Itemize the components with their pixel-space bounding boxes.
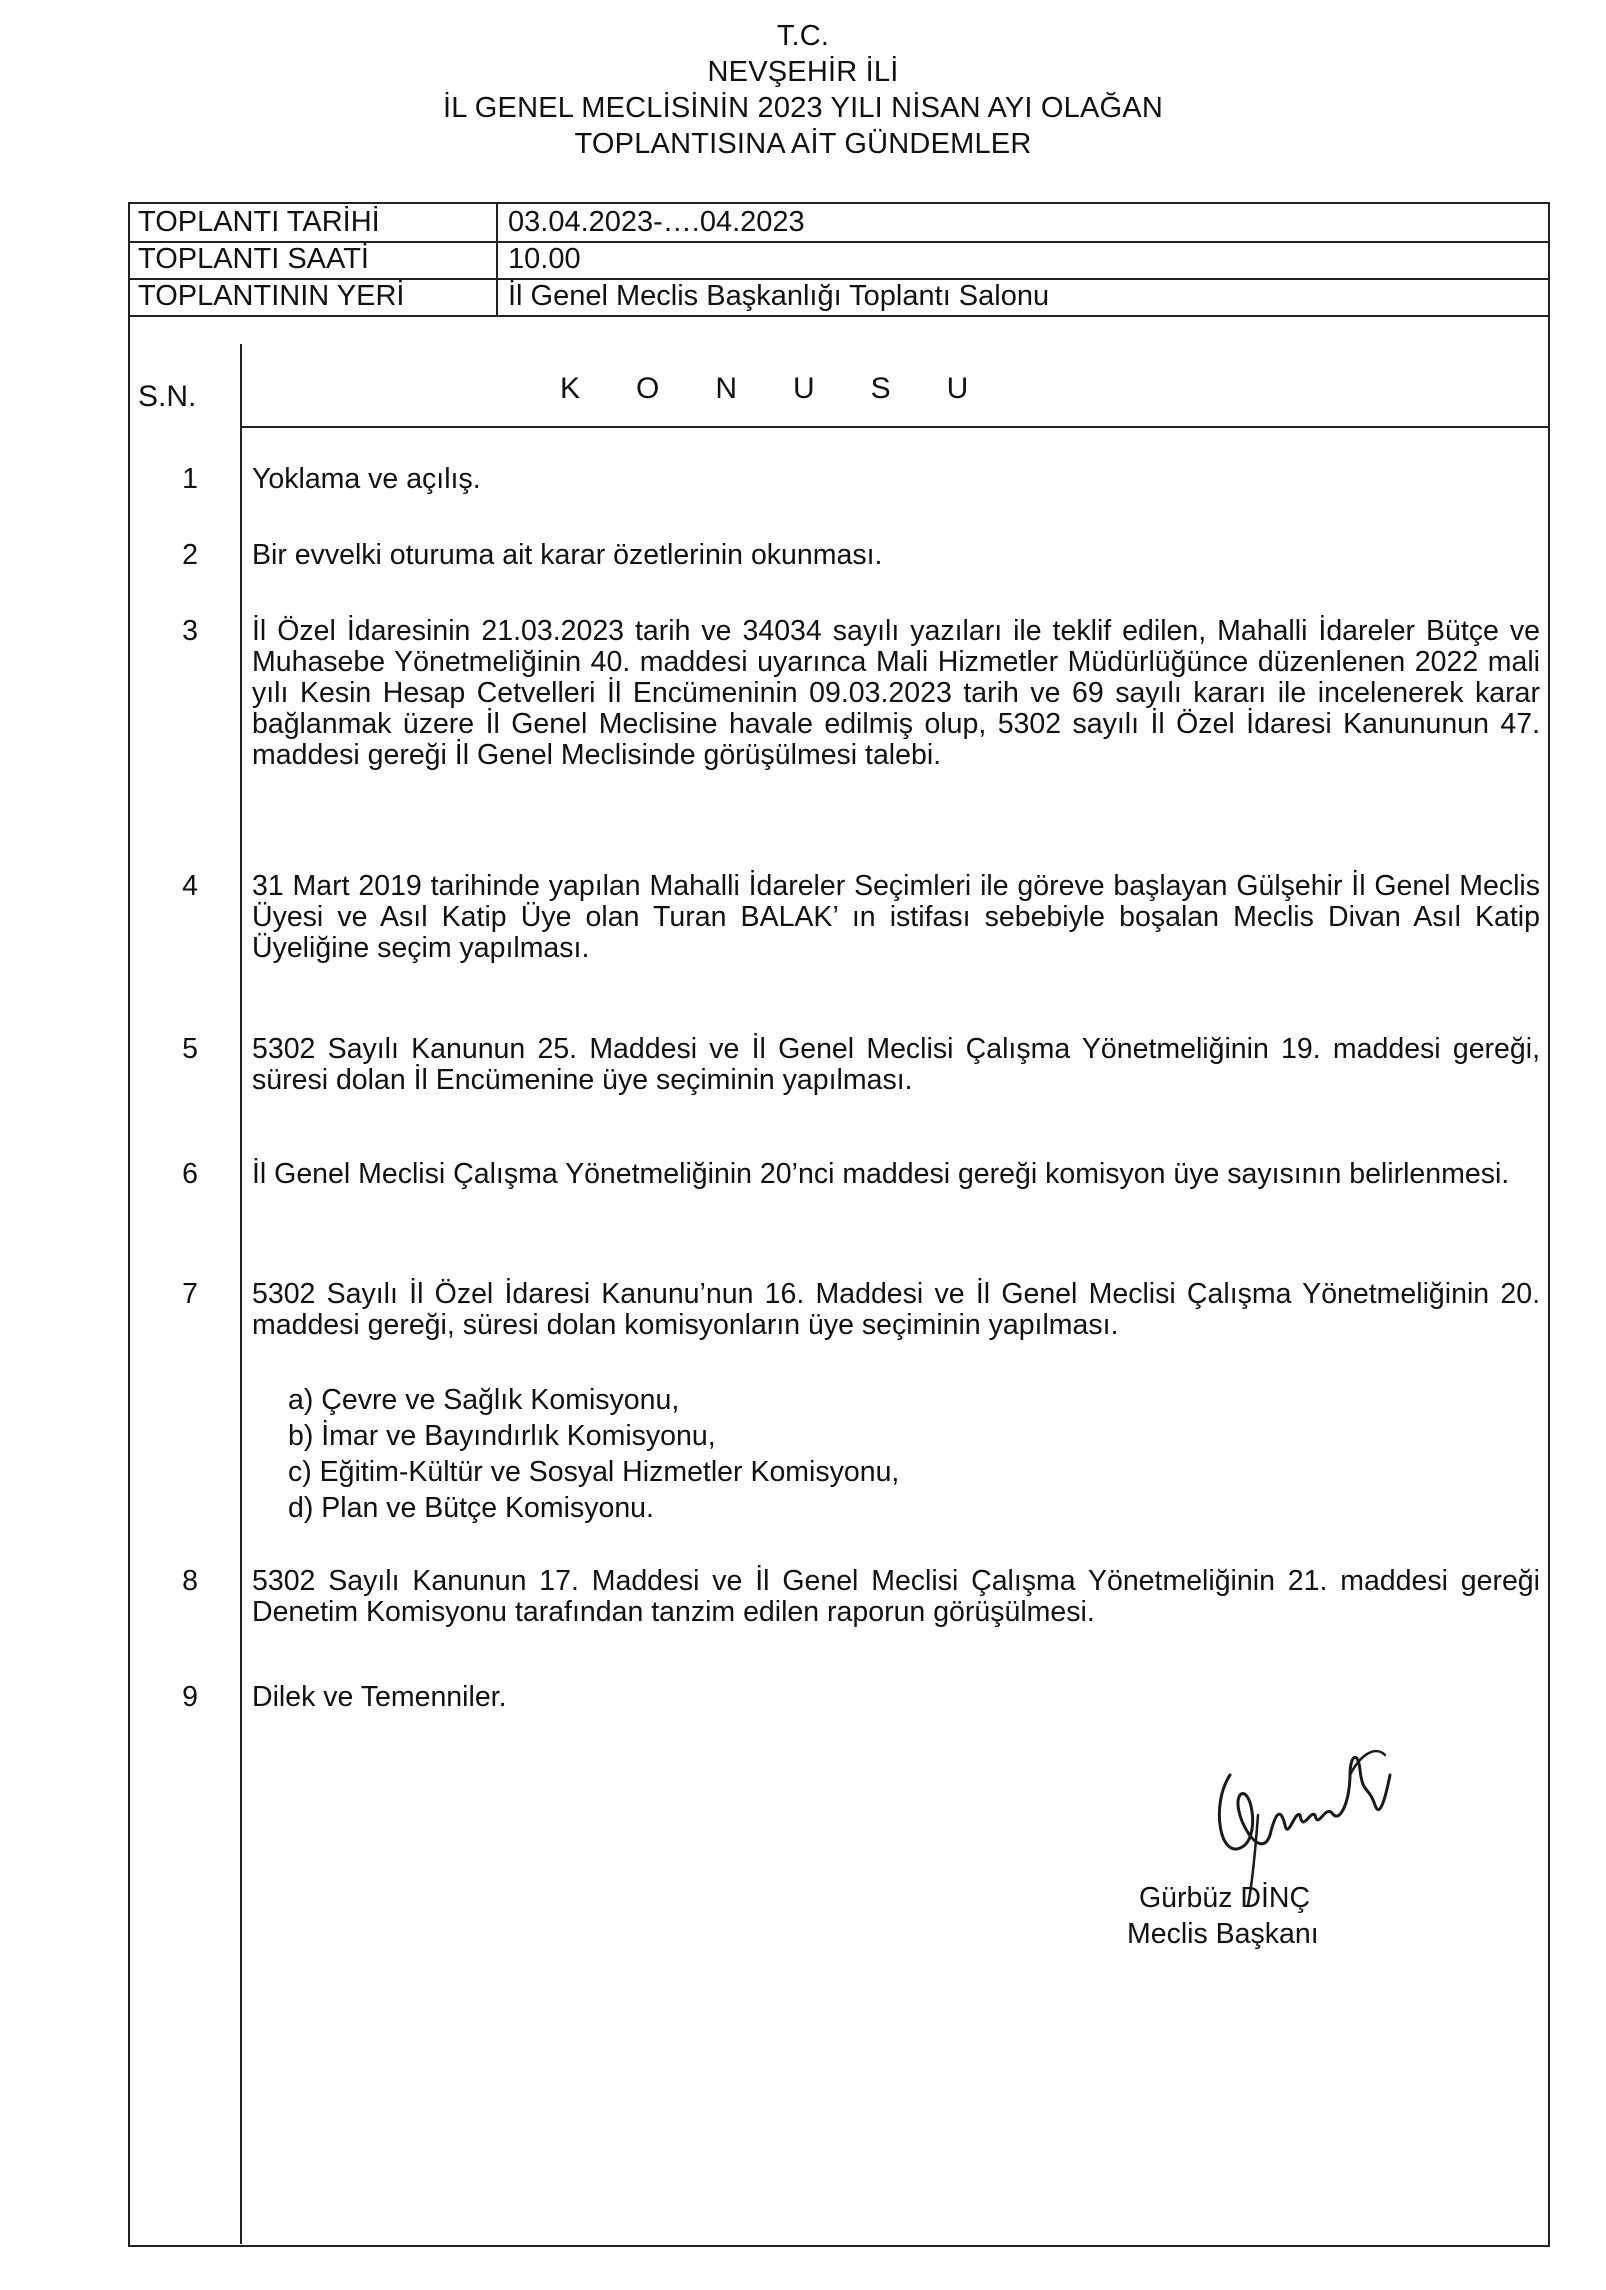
meeting-place-value: İl Genel Meclis Başkanlığı Toplantı Salonu [508, 280, 1050, 312]
item-text: İl Özel İdaresinin 21.03.2023 tarih ve 34034 sayılı yazıları ile teklif edilen, Mahalli İdareler Bütçe ve Muhasebe Yönetmeliğinin 40. maddesi uyarınca Mali Hizmetler Müdürlüğünce düzenlenen 2022 mali yılı Kesin Hesap Cetvelleri İl Encümeninin 09.03.2023 tarih ve 69 sayılı kararı ile incelenerek karar bağlanmak üzere İl Genel Meclisine havale edilmiş olup, 5302 sayılı İl Özel İdaresi Kanununun 47. maddesi gereği İl Genel Meclisinde görüşülmesi talebi. [252, 615, 1540, 771]
item-text: Dilek ve Temenniler. [252, 1681, 507, 1713]
item-number: 4 [182, 870, 198, 902]
header-council-meeting: İL GENEL MECLİSİNİN 2023 YILI NİSAN AYI OLAĞAN [443, 92, 1163, 124]
info-row-date [130, 204, 1548, 243]
sn-column-header: S.N. [138, 380, 197, 413]
item-number: 5 [182, 1033, 198, 1065]
item-number: 3 [182, 615, 198, 647]
meeting-date-value: 03.04.2023-….04.2023 [508, 206, 805, 238]
subject-column-header: KONUSU [560, 372, 1025, 405]
header-tc: T.C. [776, 20, 830, 52]
signatory-title: Meclis Başkanı [1127, 1918, 1319, 1950]
item-text: Yoklama ve açılış. [252, 463, 481, 495]
commission-list-item: c) Eğitim-Kültür ve Sosyal Hizmetler Komisyonu, [288, 1456, 900, 1488]
item-number: 9 [182, 1681, 198, 1713]
commission-list-item: b) İmar ve Bayındırlık Komisyonu, [288, 1420, 716, 1452]
info-divider [496, 204, 498, 317]
item-text: 5302 Sayılı Kanunun 25. Maddesi ve İl Genel Meclisi Çalışma Yönetmeliğinin 19. maddesi gereği, süresi dolan İl Encümenine üye seçiminin yapılması. [252, 1033, 1540, 1096]
meeting-date-label: TOPLANTI TARİHİ [138, 206, 380, 238]
meeting-place-label: TOPLANTININ YERİ [138, 280, 405, 312]
info-row-time [130, 241, 1548, 280]
agenda-table [128, 202, 1550, 2247]
meeting-time-label: TOPLANTI SAATİ [138, 243, 369, 275]
item-number: 2 [182, 539, 198, 571]
item-text: 31 Mart 2019 tarihinde yapılan Mahalli İdareler Seçimleri ile göreve başlayan Gülşehir İl Genel Meclis Üyesi ve Asıl Katip Üye olan Turan BALAK’ ın istifası sebebiyle boşalan Meclis Divan Asıl Katip Üyeliğine seçim yapılması. [252, 870, 1540, 964]
item-text: 5302 Sayılı İl Özel İdaresi Kanunu’nun 16. Maddesi ve İl Genel Meclisi Çalışma Yönetmeliğinin 20. maddesi gereği, süresi dolan komisyonların üye seçiminin yapılması. [252, 1278, 1540, 1341]
header-agenda-title: TOPLANTISINA AİT GÜNDEMLER [574, 128, 1032, 160]
item-number: 1 [182, 463, 198, 495]
item-number: 7 [182, 1278, 198, 1310]
info-row-place [130, 278, 1548, 317]
column-divider [240, 344, 242, 2244]
item-number: 6 [182, 1158, 198, 1190]
item-text: İl Genel Meclisi Çalışma Yönetmeliğinin 20’nci maddesi gereği komisyon üye sayısının belirlenmesi. [252, 1158, 1510, 1190]
signatory-name: Gürbüz DİNÇ [1139, 1882, 1311, 1914]
meeting-time-value: 10.00 [508, 243, 581, 275]
item-text: Bir evvelki oturuma ait karar özetlerinin okunması. [252, 539, 883, 571]
header-divider [240, 426, 1548, 428]
commission-list-item: d) Plan ve Bütçe Komisyonu. [288, 1492, 654, 1524]
item-number: 8 [182, 1565, 198, 1597]
document-header [0, 18, 1606, 162]
header-province: NEVŞEHİR İLİ [707, 56, 899, 88]
signature-block [1127, 1880, 1319, 1952]
item-text: 5302 Sayılı Kanunun 17. Maddesi ve İl Genel Meclisi Çalışma Yönetmeliğinin 21. maddesi gereği Denetim Komisyonu tarafından tanzim edilen raporun görüşülmesi. [252, 1565, 1540, 1628]
commission-list-item: a) Çevre ve Sağlık Komisyonu, [288, 1384, 680, 1416]
